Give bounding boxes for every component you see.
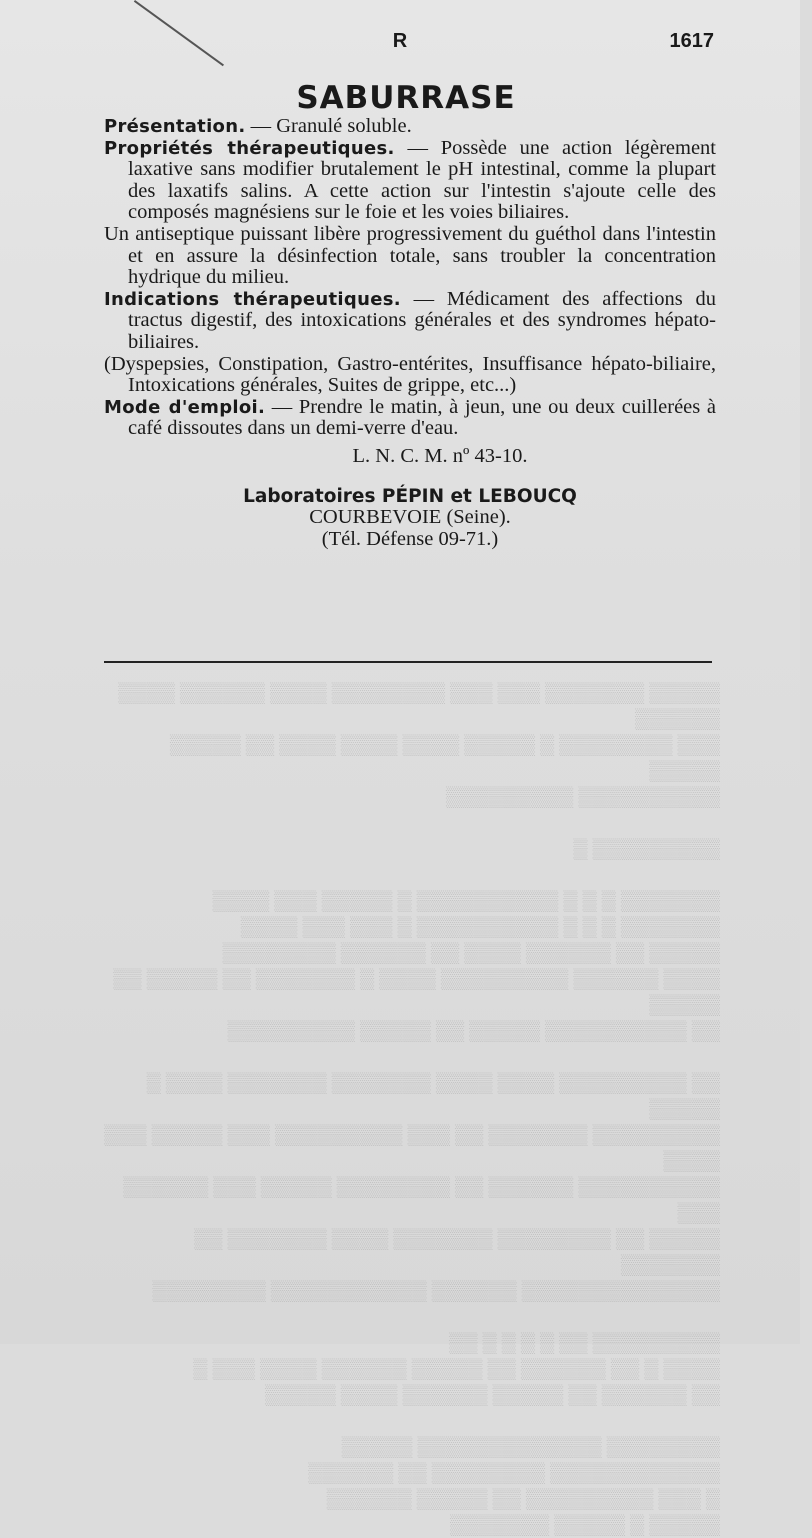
- laboratory-phone: (Tél. Défense 09-71.): [321, 527, 499, 550]
- page-number: 1617: [669, 30, 714, 52]
- indications-paragraph: [104, 289, 716, 354]
- properties-heading: Propriétés thérapeutiques.: [104, 137, 395, 159]
- section-divider: [104, 661, 712, 663]
- laboratory-name: Laboratoires PÉPIN et LEBOUCQ: [243, 485, 577, 507]
- usage-paragraph: [104, 397, 716, 440]
- section-letter: R: [392, 30, 408, 52]
- presentation-text: — Granulé soluble.: [245, 115, 412, 137]
- laboratory-city: COURBEVOIE (Seine).: [309, 506, 511, 529]
- antiseptic-paragraph: Un antiseptique puissant libère progressivement du guéthol dans l'intestin et en assure la désinfection totale, sans troubler la concentration hydrique du milieu.: [104, 222, 716, 289]
- bleed-through-texture: ▒▒▒▒▒ ▒▒▒▒▒▒▒ ▒▒▒ ▒▒▒ ▒▒▒▒▒▒▒▒ ▒▒▒▒ ▒▒▒▒▒▒ ▒▒▒▒ ▒▒▒▒▒▒ ▒▒▒ ▒▒▒▒▒▒▒▒ ▒ ▒▒▒▒▒ ▒▒▒▒ ▒▒▒▒ ▒▒▒▒ ▒▒ ▒▒▒▒▒ ▒▒▒▒▒ ▒▒▒▒▒▒▒▒▒▒ ▒▒▒▒▒▒▒▒▒ ▒▒▒▒▒▒▒▒▒ ▒ ▒▒▒▒▒▒▒ ▒ ▒ ▒ ▒▒▒▒▒▒▒▒▒▒ ▒ ▒▒▒▒▒ ▒▒▒ ▒▒▒▒ ▒▒▒▒▒▒▒ ▒ ▒ ▒ ▒▒▒▒▒▒▒▒▒▒ ▒ ▒▒▒ ▒▒▒ ▒▒▒▒ ▒▒▒▒▒ ▒▒ ▒▒▒▒▒▒ ▒▒▒▒ ▒▒ ▒▒▒▒▒▒ ▒▒▒▒▒▒▒▒ ▒▒▒▒ ▒▒▒▒▒▒ ▒▒▒▒▒▒▒▒▒ ▒▒▒▒ ▒ ▒▒▒▒▒▒▒ ▒▒ ▒▒▒▒▒ ▒▒ ▒▒▒▒▒ ▒▒ ▒▒▒▒▒▒▒▒▒▒ ▒▒▒▒▒ ▒▒ ▒▒▒▒▒ ▒▒▒▒▒▒▒▒▒ ▒▒ ▒▒▒▒▒▒▒▒▒ ▒▒▒▒ ▒▒▒▒ ▒▒▒▒▒▒▒ ▒▒▒▒▒▒▒ ▒▒▒▒ ▒ ▒▒▒▒▒ ▒▒▒▒▒▒▒▒▒ ▒▒▒▒▒▒▒ ▒▒ ▒▒▒ ▒▒▒▒▒▒▒▒▒ ▒▒▒ ▒▒▒▒▒ ▒▒▒ ▒▒▒▒ ▒▒▒▒▒▒▒▒▒▒ ▒▒▒▒▒▒ ▒▒ ▒▒▒▒▒▒▒▒ ▒▒▒▒▒ ▒▒▒ ▒▒▒▒▒▒ ▒▒▒ ▒▒▒▒▒ ▒▒ ▒▒▒▒▒▒▒▒ ▒▒▒▒▒▒▒ ▒▒▒▒ ▒▒▒▒▒▒▒ ▒▒ ▒▒▒▒▒▒▒ ▒▒▒▒▒▒▒▒▒▒▒▒▒▒ ▒▒▒▒▒▒ ▒▒▒▒▒▒▒▒▒▒▒ ▒▒▒▒▒▒▒▒ ▒▒▒▒▒▒▒▒▒ ▒▒ ▒ ▒ ▒ ▒ ▒▒ ▒▒▒▒ ▒ ▒▒ ▒▒▒▒▒▒ ▒▒ ▒▒▒▒▒ ▒▒▒▒▒▒ ▒▒▒▒ ▒▒▒ ▒ ▒▒ ▒▒▒▒▒▒ ▒▒ ▒▒▒▒▒ ▒▒▒▒▒▒ ▒▒▒▒ ▒▒▒▒▒ ▒▒▒▒▒▒▒▒ ▒▒▒▒▒▒▒▒▒▒▒▒▒ ▒▒▒▒▒ ▒▒▒▒▒▒▒▒▒▒▒▒ ▒▒▒▒▒▒▒▒ ▒▒ ▒▒▒▒▒▒ ▒ ▒▒▒ ▒▒▒▒▒▒▒▒▒ ▒▒ ▒▒▒▒▒ ▒▒▒▒▒▒ ▒▒▒▒▒ ▒ ▒▒▒▒▒ ▒▒▒▒▒▒▒: [104, 682, 720, 1536]
- product-entry: [104, 116, 716, 550]
- presentation-paragraph: [104, 116, 716, 138]
- properties-paragraph: [104, 138, 716, 224]
- usage-text: — Prendre le matin, à jeun, une ou deux cuillerées à café dissoutes dans un demi-verre d'eau.: [128, 395, 716, 440]
- product-title: SABURRASE: [296, 80, 516, 116]
- properties-text: — Possède une action légèrement laxative sans modifier brutalement le pH intestinal, comme la plupart des laxatifs salins. A cette action sur l'intestin s'ajoute celle des composés magnésiens sur le foie et les voies biliaires.: [128, 136, 716, 224]
- examples-paragraph: (Dyspepsies, Constipation, Gastro-entérites, Insuffisance hépato-biliaire, Intoxications générales, Suites de grippe, etc...): [104, 352, 716, 397]
- presentation-heading: Présentation.: [104, 116, 246, 137]
- indications-heading: Indications thérapeutiques.: [104, 288, 401, 310]
- usage-heading: Mode d'emploi.: [104, 396, 266, 418]
- lncm-registration: L. N. C. M. nº 43-10.: [352, 444, 528, 467]
- indications-text: — Médicament des affections du tractus digestif, des intoxications générales et des syndromes hépato-biliaires.: [128, 287, 716, 353]
